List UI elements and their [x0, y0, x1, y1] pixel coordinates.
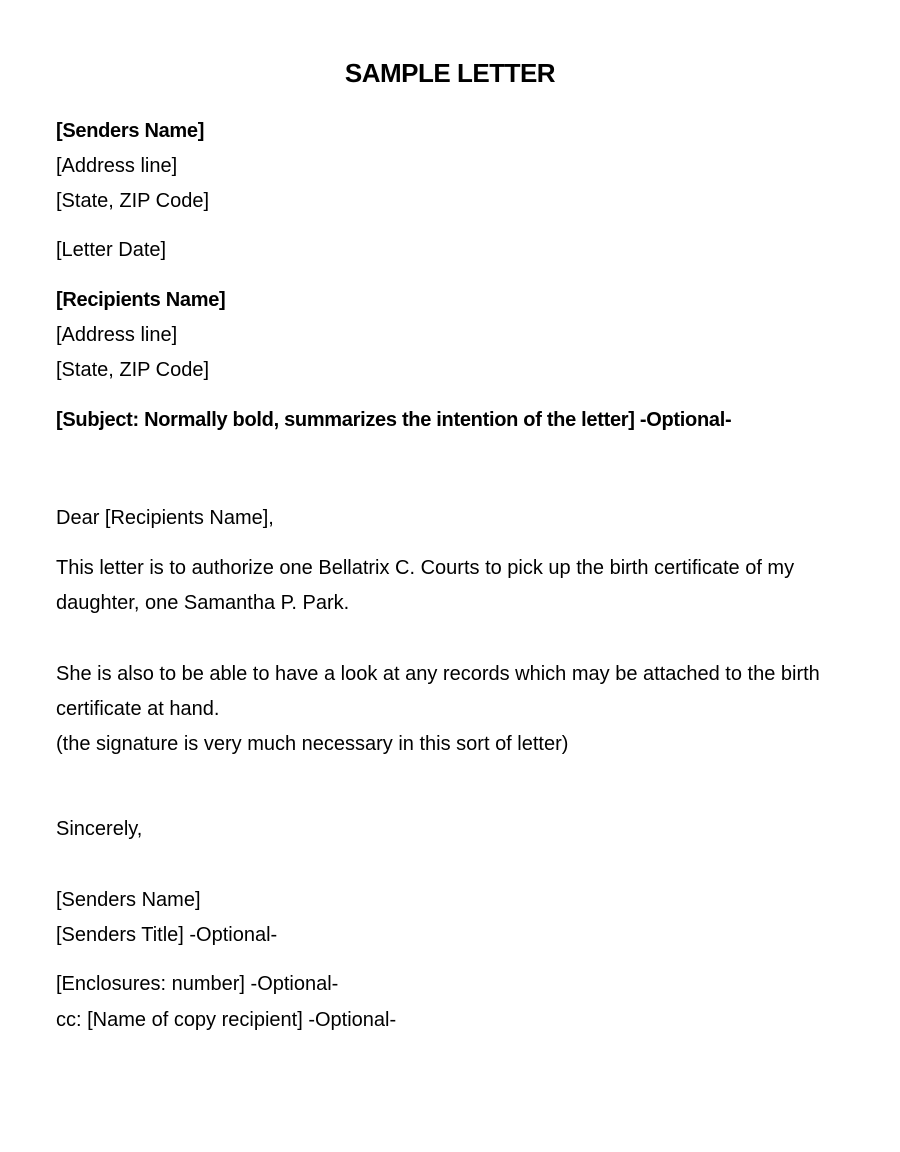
recipient-name: [Recipients Name]	[56, 289, 226, 311]
sender-state-zip: [State, ZIP Code]	[56, 190, 210, 212]
cc-line: cc: [Name of copy recipient] -Optional-	[56, 1009, 397, 1031]
subject-line: [Subject: Normally bold, summarizes the intention of the letter] -Optional-	[56, 409, 732, 431]
salutation: Dear [Recipients Name],	[56, 507, 274, 529]
body-paragraph-2-line-2: certificate at hand.	[56, 698, 220, 720]
enclosures: [Enclosures: number] -Optional-	[56, 973, 339, 995]
signature-name: [Senders Name]	[56, 889, 201, 911]
body-paragraph-1-line-2: daughter, one Samantha P. Park.	[56, 592, 350, 614]
letter-date: [Letter Date]	[56, 239, 167, 261]
body-paragraph-3-line-1: (the signature is very much necessary in this sort of letter)	[56, 733, 569, 755]
recipient-state-zip: [State, ZIP Code]	[56, 359, 210, 381]
page-title: SAMPLE LETTER	[344, 58, 556, 88]
sender-name: [Senders Name]	[56, 120, 205, 142]
closing: Sincerely,	[56, 818, 143, 840]
recipient-address: [Address line]	[56, 324, 178, 346]
body-paragraph-1-line-1: This letter is to authorize one Bellatrix C. Courts to pick up the birth certificate of my	[56, 557, 795, 579]
body-paragraph-2-line-1: She is also to be able to have a look at any records which may be attached to the birth	[56, 663, 820, 685]
sender-address: [Address line]	[56, 155, 178, 177]
signature-title: [Senders Title] -Optional-	[56, 924, 278, 946]
